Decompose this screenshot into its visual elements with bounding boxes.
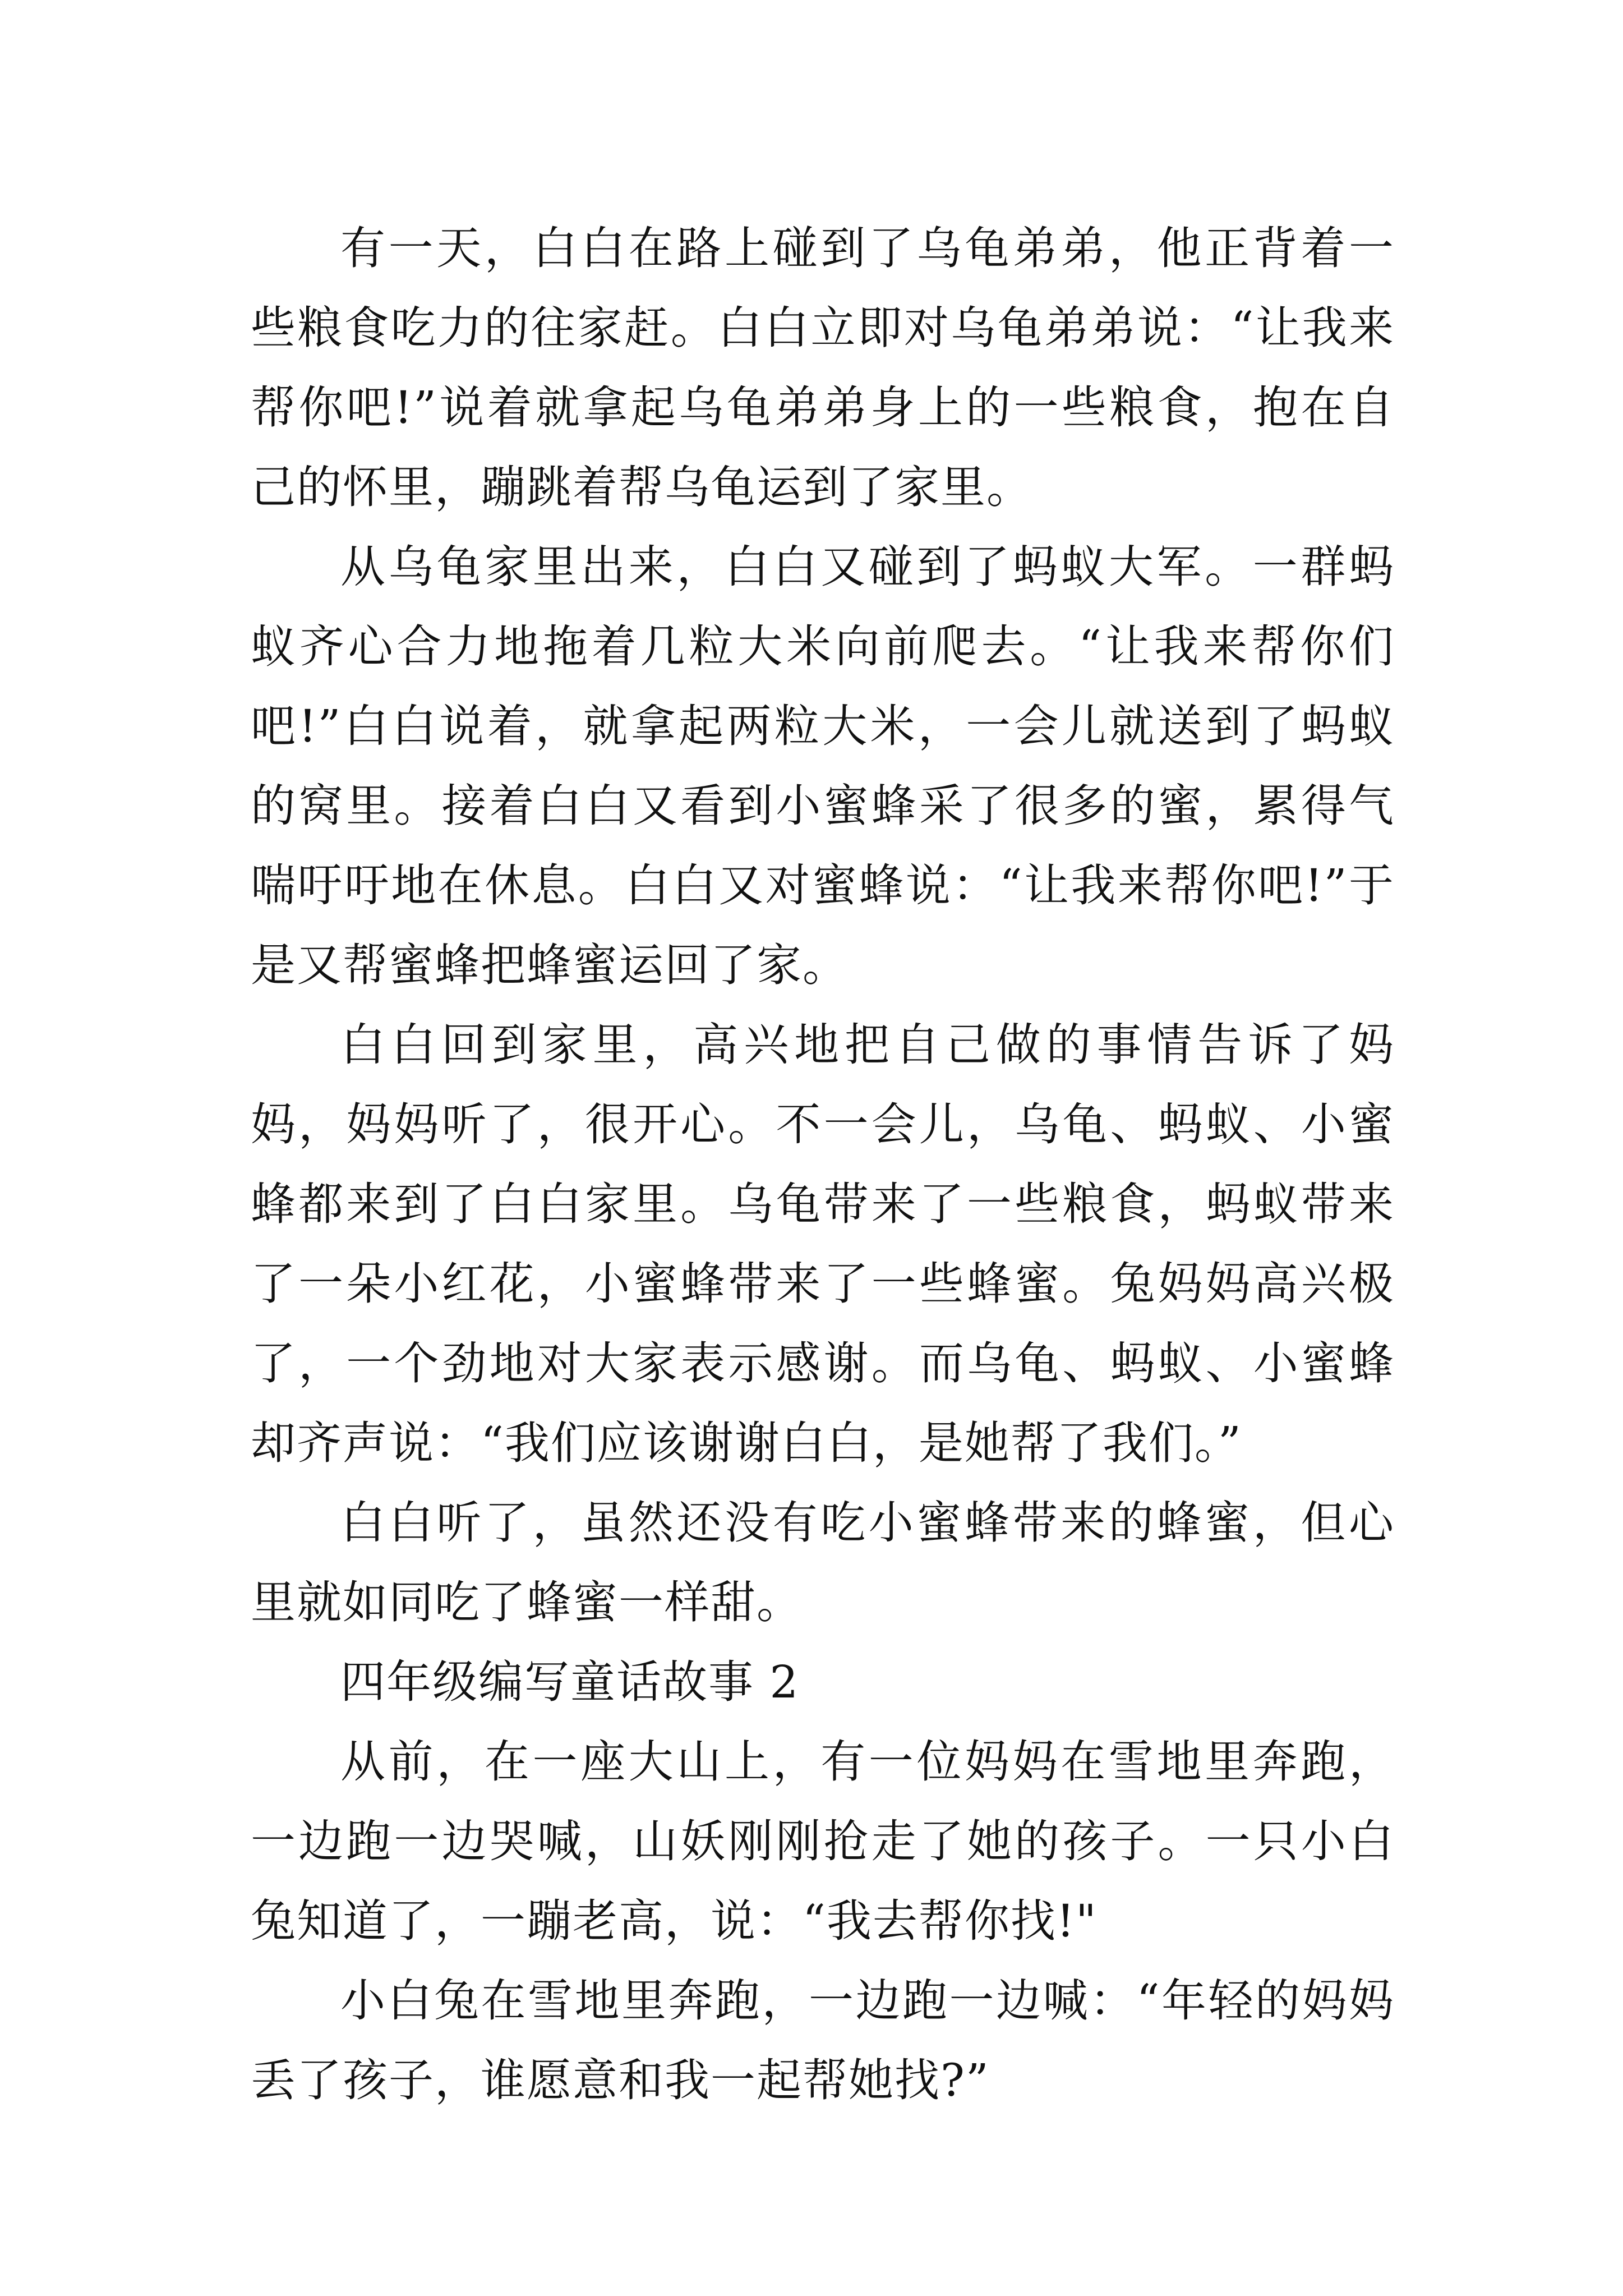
paragraph: 有一天，白白在路上碰到了乌龟弟弟，他正背着一些粮食吃力的往家赶。白白立即对乌龟弟弟说：“让我来帮你吧!”说着就拿起乌龟弟弟身上的一些粮食，抱在自己的怀里，蹦跳着帮乌龟运到了家里。 xyxy=(251,222,1395,513)
document-body xyxy=(251,209,1395,2120)
section-heading: 四年级编写童话故事 2 xyxy=(340,1656,800,1708)
paragraph: 小白兔在雪地里奔跑，一边跑一边喊：“年轻的妈妈丢了孩子，谁愿意和我一起帮她找?” xyxy=(251,1975,1395,2106)
paragraph: 从乌龟家里出来，白白又碰到了蚂蚁大军。一群蚂蚁齐心合力地拖着几粒大米向前爬去。“让我来帮你们吧!”白白说着，就拿起两粒大米，一会儿就送到了蚂蚁的窝里。接着白白又看到小蜜蜂采了很多的蜜，累得气喘吁吁地在休息。白白又对蜜蜂说：“让我来帮你吧!”于是又帮蜜蜂把蜂蜜运回了家。 xyxy=(251,541,1395,991)
paragraph: 白白回到家里，高兴地把自己做的事情告诉了妈妈，妈妈听了，很开心。不一会儿，乌龟、蚂蚁、小蜜蜂都来到了白白家里。乌龟带来了一些粮食，蚂蚁带来了一朵小红花，小蜜蜂带来了一些蜂蜜。兔妈妈高兴极了，一个劲地对大家表示感谢。而乌龟、蚂蚁、小蜜蜂却齐声说：“我们应该谢谢白白，是她帮了我们。” xyxy=(251,1019,1395,1469)
paragraph: 从前，在一座大山上，有一位妈妈在雪地里奔跑，一边跑一边哭喊，山妖刚刚抢走了她的孩子。一只小白兔知道了，一蹦老高，说：“我去帮你找!" xyxy=(251,1736,1395,1947)
paragraph: 白白听了，虽然还没有吃小蜜蜂带来的蜂蜜，但心里就如同吃了蜂蜜一样甜。 xyxy=(251,1497,1395,1628)
